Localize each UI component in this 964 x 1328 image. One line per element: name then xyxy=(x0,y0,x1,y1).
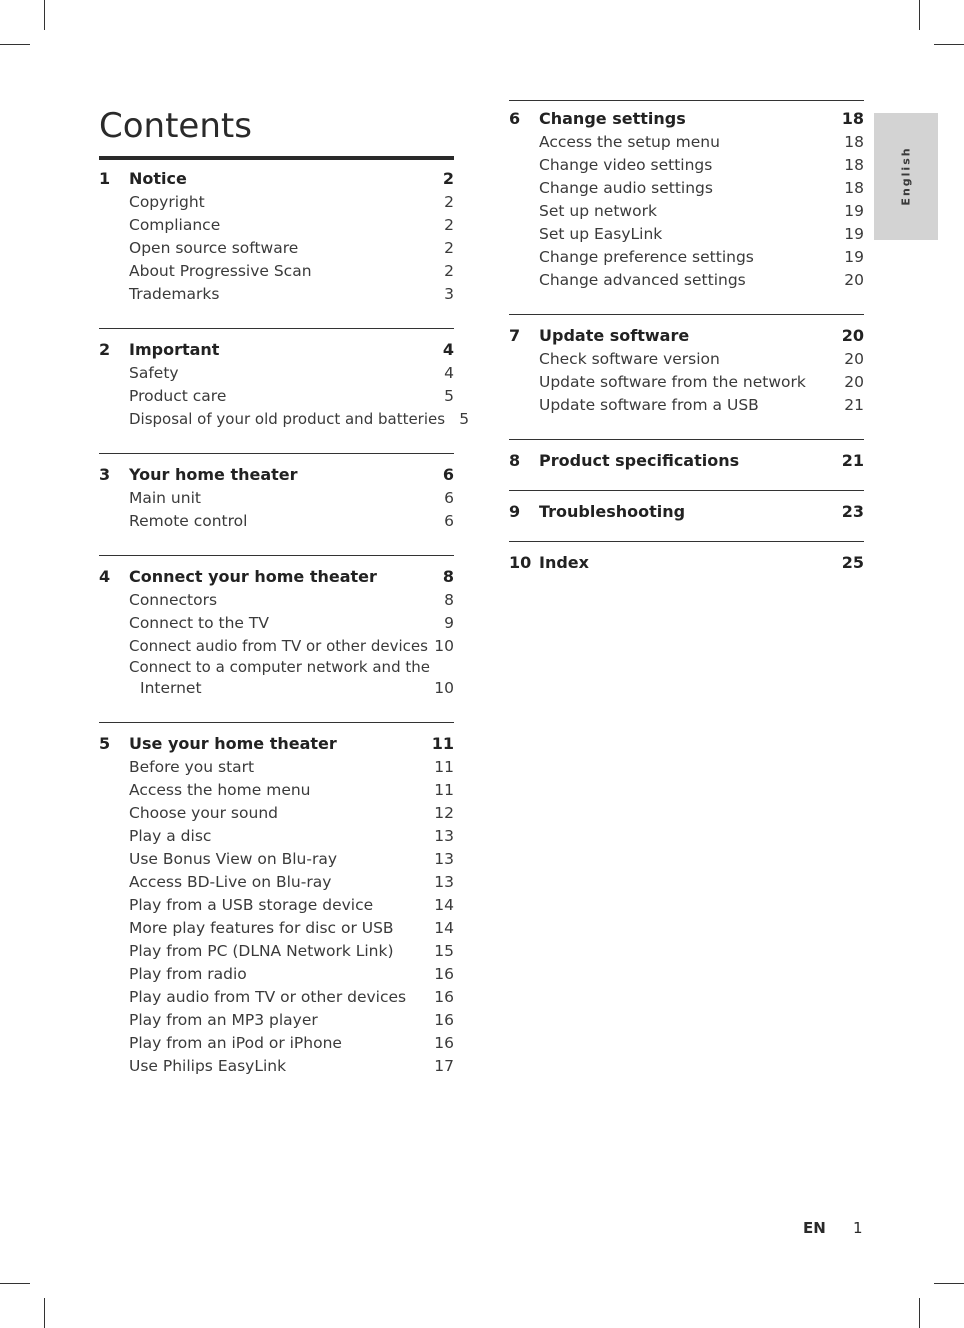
toc-section xyxy=(99,555,454,700)
page-number: 16 xyxy=(434,988,454,1006)
entry-label: Update software from the network xyxy=(539,373,806,391)
language-tab-label: English xyxy=(899,146,913,206)
toc-entry-row[interactable] xyxy=(509,223,864,246)
chapter-title: Notice xyxy=(129,169,187,188)
toc-entry-row[interactable] xyxy=(99,848,454,871)
chapter-number: 6 xyxy=(509,109,521,128)
crop-mark xyxy=(934,44,964,45)
page-number: 6 xyxy=(442,465,454,484)
page-number: 5 xyxy=(459,410,470,428)
page-number: 25 xyxy=(841,553,864,572)
toc-chapter-row[interactable] xyxy=(99,565,454,589)
page-number: 13 xyxy=(434,827,454,845)
page-number: 11 xyxy=(434,758,454,776)
toc-section xyxy=(509,490,864,524)
toc-entry-row[interactable] xyxy=(99,385,454,408)
chapter-title: Update software xyxy=(539,326,690,345)
toc-right-column xyxy=(509,100,864,575)
toc-entry-row[interactable] xyxy=(99,779,454,802)
page-number: 11 xyxy=(431,734,454,753)
entry-label: Set up network xyxy=(539,202,657,220)
toc-section xyxy=(509,541,864,575)
page-number: 10 xyxy=(434,679,454,697)
entry-label: Access the home menu xyxy=(129,781,311,799)
footer-page-number: 1 xyxy=(853,1219,863,1237)
toc-chapter-row[interactable] xyxy=(509,449,864,473)
page-number: 6 xyxy=(444,512,454,530)
toc-entry-row[interactable] xyxy=(509,269,864,292)
crop-mark xyxy=(44,1298,45,1328)
entry-label: Play from an iPod or iPhone xyxy=(129,1034,342,1052)
entry-label: Use Bonus View on Blu-ray xyxy=(129,850,337,868)
entry-label: About Progressive Scan xyxy=(129,262,312,280)
toc-entry-row[interactable] xyxy=(99,917,454,940)
crop-mark xyxy=(919,1298,920,1328)
chapter-title: Change settings xyxy=(539,109,686,128)
crop-mark xyxy=(0,1283,30,1284)
entry-label: Check software version xyxy=(539,350,720,368)
toc-entry-row[interactable] xyxy=(99,1055,454,1078)
page-number: 20 xyxy=(841,326,864,345)
chapter-number: 10 xyxy=(509,553,532,572)
entry-label: Connect audio from TV or other devices xyxy=(129,637,428,655)
toc-entry-row[interactable] xyxy=(509,348,864,371)
toc-entry-row[interactable] xyxy=(509,246,864,269)
toc-entry-row[interactable] xyxy=(509,131,864,154)
page-number: 18 xyxy=(844,133,864,151)
toc-left-column xyxy=(99,156,470,1078)
entry-label: Access the setup menu xyxy=(539,133,720,151)
entry-label: Change video settings xyxy=(539,156,713,174)
entry-label: Open source software xyxy=(129,239,299,257)
entry-label: Change audio settings xyxy=(539,179,713,197)
page-number: 6 xyxy=(444,489,454,507)
page-number: 8 xyxy=(444,591,454,609)
page-number: 17 xyxy=(434,1057,454,1075)
toc-section xyxy=(99,722,454,1078)
page-number: 3 xyxy=(444,285,454,303)
footer-language-code: EN xyxy=(803,1219,826,1237)
page-number: 2 xyxy=(444,216,454,234)
toc-entry-row[interactable] xyxy=(99,986,454,1009)
page-number: 14 xyxy=(434,919,454,937)
chapter-number: 8 xyxy=(509,451,521,470)
entry-label: Before you start xyxy=(129,758,255,776)
page-number: 19 xyxy=(844,248,864,266)
toc-entry-row[interactable] xyxy=(509,177,864,200)
toc-entry-row[interactable] xyxy=(99,1032,454,1055)
toc-entry-row[interactable] xyxy=(99,658,454,677)
page-title: Contents xyxy=(99,106,252,146)
language-tab xyxy=(874,113,938,240)
toc-entry-row[interactable] xyxy=(99,756,454,779)
crop-mark xyxy=(919,0,920,30)
toc-chapter-row[interactable] xyxy=(99,338,454,362)
entry-label: Choose your sound xyxy=(129,804,278,822)
page-number: 2 xyxy=(444,239,454,257)
toc-chapter-row[interactable] xyxy=(99,732,454,756)
crop-mark xyxy=(44,0,45,30)
chapter-number: 2 xyxy=(99,340,111,359)
entry-label: Use Philips EasyLink xyxy=(129,1057,287,1075)
page-number: 21 xyxy=(844,396,864,414)
chapter-number: 3 xyxy=(99,465,111,484)
entry-label: Play from radio xyxy=(129,965,247,983)
toc-section xyxy=(509,439,864,473)
toc-entry-row[interactable] xyxy=(99,802,454,825)
page-number: 9 xyxy=(444,614,454,632)
page-number: 2 xyxy=(444,193,454,211)
toc-chapter-row[interactable] xyxy=(509,107,864,131)
chapter-title: Product specifications xyxy=(539,451,740,470)
toc-entry-row[interactable] xyxy=(99,283,454,306)
entry-label: Safety xyxy=(129,364,179,382)
entry-label: Change advanced settings xyxy=(539,271,746,289)
toc-entry-row[interactable] xyxy=(99,1009,454,1032)
page-number: 4 xyxy=(444,364,454,382)
toc-entry-row[interactable] xyxy=(99,825,454,848)
page-number: 13 xyxy=(434,873,454,891)
toc-chapter-row[interactable] xyxy=(509,500,864,524)
entry-label: Update software from a USB xyxy=(539,396,759,414)
entry-label: Play a disc xyxy=(129,827,212,845)
toc-entry-row[interactable] xyxy=(99,871,454,894)
entry-label: Compliance xyxy=(129,216,221,234)
toc-section xyxy=(99,453,454,533)
toc-section xyxy=(509,314,864,417)
page-number: 5 xyxy=(444,387,454,405)
entry-label: Play audio from TV or other devices xyxy=(129,988,407,1006)
page-number: 11 xyxy=(434,781,454,799)
chapter-title: Connect your home theater xyxy=(129,567,377,586)
page-number: 10 xyxy=(434,637,454,655)
toc-entry-row[interactable] xyxy=(99,963,454,986)
entry-label: Remote control xyxy=(129,512,248,530)
page-number: 14 xyxy=(434,896,454,914)
entry-label: Set up EasyLink xyxy=(539,225,663,243)
toc-entry-row[interactable] xyxy=(99,362,454,385)
toc-entry-row[interactable] xyxy=(509,371,864,394)
toc-entry-row[interactable] xyxy=(99,940,454,963)
page-number: 18 xyxy=(844,156,864,174)
entry-label: Play from an MP3 player xyxy=(129,1011,318,1029)
crop-mark xyxy=(0,44,30,45)
entry-label: Play from PC (DLNA Network Link) xyxy=(129,942,394,960)
page-number: 23 xyxy=(841,502,864,521)
page-number: 16 xyxy=(434,965,454,983)
toc-chapter-row[interactable] xyxy=(99,167,454,191)
entry-label: Change preference settings xyxy=(539,248,754,266)
entry-label: Access BD-Live on Blu-ray xyxy=(129,873,332,891)
toc-entry-row[interactable] xyxy=(99,191,454,214)
page-number: 21 xyxy=(841,451,864,470)
toc-section xyxy=(99,156,454,306)
chapter-number: 1 xyxy=(99,169,111,188)
entry-label: Product care xyxy=(129,387,227,405)
chapter-number: 7 xyxy=(509,326,521,345)
page-number: 2 xyxy=(442,169,454,188)
page-number: 19 xyxy=(844,202,864,220)
chapter-title: Index xyxy=(539,553,589,572)
page-number: 16 xyxy=(434,1011,454,1029)
entry-label: Disposal of your old product and batteries xyxy=(129,410,446,428)
page-number: 4 xyxy=(442,340,454,359)
entry-label: Main unit xyxy=(129,489,201,507)
toc-entry-row[interactable] xyxy=(99,260,454,283)
page-number: 20 xyxy=(844,350,864,368)
entry-label: Connect to a computer network and the xyxy=(129,658,430,676)
entry-label: Internet xyxy=(140,679,202,697)
page-number: 15 xyxy=(434,942,454,960)
toc-entry-row-continued[interactable] xyxy=(99,677,454,700)
chapter-number: 9 xyxy=(509,502,521,521)
toc-entry-row[interactable] xyxy=(509,394,864,417)
chapter-title: Use your home theater xyxy=(129,734,337,753)
chapter-title: Troubleshooting xyxy=(539,502,686,521)
chapter-number: 4 xyxy=(99,567,111,586)
toc-section xyxy=(99,328,470,431)
toc-chapter-row[interactable] xyxy=(509,324,864,348)
page-number: 12 xyxy=(434,804,454,822)
toc-entry-row[interactable] xyxy=(99,237,454,260)
toc-entry-row[interactable] xyxy=(509,154,864,177)
toc-entry-row[interactable] xyxy=(99,635,454,658)
toc-entry-row[interactable] xyxy=(99,214,454,237)
chapter-title: Your home theater xyxy=(129,465,298,484)
page-number: 20 xyxy=(844,373,864,391)
crop-mark xyxy=(934,1283,964,1284)
entry-label: Connectors xyxy=(129,591,218,609)
page-number: 19 xyxy=(844,225,864,243)
page-number: 20 xyxy=(844,271,864,289)
page-number: 13 xyxy=(434,850,454,868)
toc-chapter-row[interactable] xyxy=(509,551,864,575)
toc-entry-row[interactable] xyxy=(99,589,454,612)
toc-chapter-row[interactable] xyxy=(99,463,454,487)
page-number: 18 xyxy=(841,109,864,128)
entry-label: Connect to the TV xyxy=(129,614,269,632)
chapter-title: Important xyxy=(129,340,220,359)
toc-entry-row[interactable] xyxy=(99,487,454,510)
page-number: 16 xyxy=(434,1034,454,1052)
toc-entry-row[interactable] xyxy=(99,894,454,917)
entry-label: Copyright xyxy=(129,193,205,211)
toc-entry-row[interactable] xyxy=(509,200,864,223)
entry-label: Play from a USB storage device xyxy=(129,896,374,914)
entry-label: More play features for disc or USB xyxy=(129,919,394,937)
page-number: 18 xyxy=(844,179,864,197)
chapter-number: 5 xyxy=(99,734,111,753)
entry-label: Trademarks xyxy=(129,285,220,303)
toc-entry-row[interactable] xyxy=(99,510,454,533)
toc-entry-row[interactable] xyxy=(99,408,470,431)
toc-section xyxy=(509,100,864,292)
page-number: 2 xyxy=(444,262,454,280)
toc-entry-row[interactable] xyxy=(99,612,454,635)
page-number: 8 xyxy=(442,567,454,586)
